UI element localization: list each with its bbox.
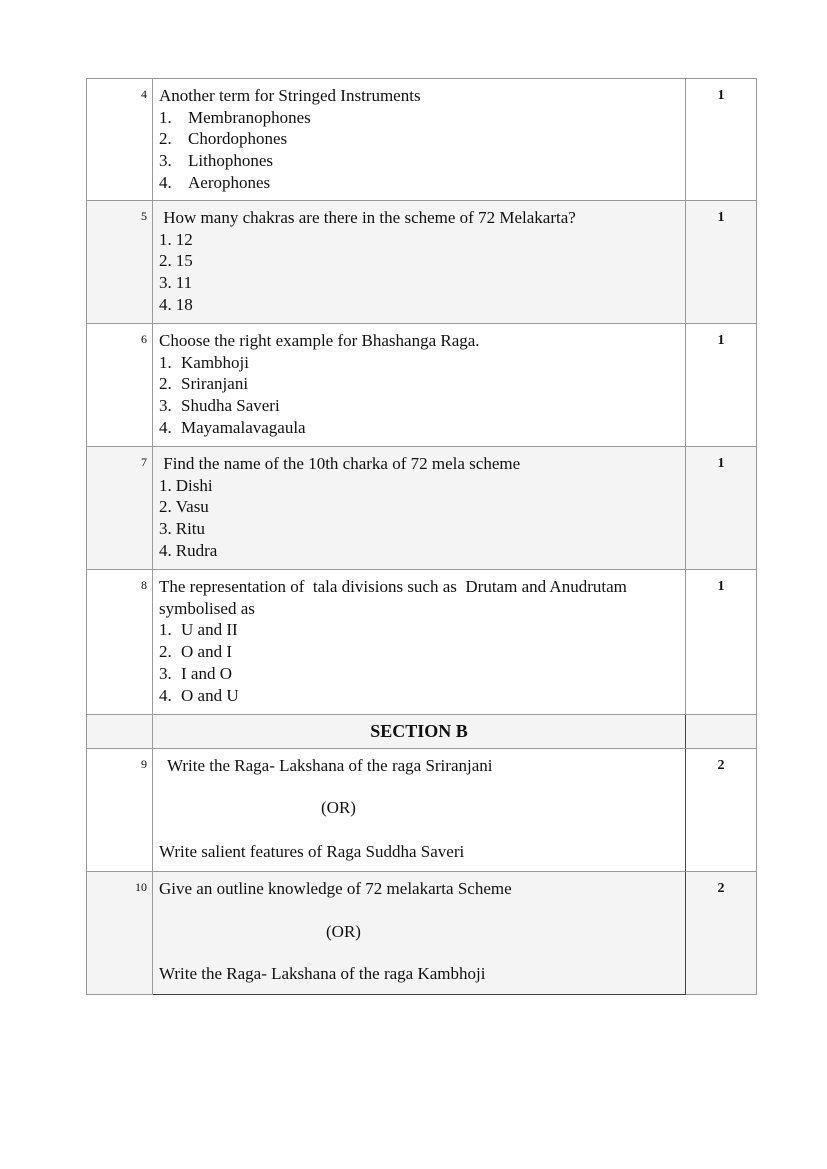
option-text: O and U [181,685,239,705]
option-item [159,128,679,150]
option-number: 1. [159,352,172,372]
option-text: Lithophones [188,151,273,171]
empty-cell [87,715,153,749]
option-text: I and O [181,663,232,683]
marks-value: 1 [686,447,757,570]
option-text: Sriranjani [181,374,249,394]
option-item [159,663,679,685]
marks-value: 2 [686,872,757,995]
question-cell [153,570,686,715]
option-item [159,272,679,294]
option-text: Shudha Saveri [181,396,280,416]
option-item [159,150,679,172]
option-number: 2. [159,642,172,662]
option-item [159,417,679,439]
question-text: Another term for Stringed Instruments [159,86,421,105]
option-text: Mayamalavagaula [181,417,306,437]
question-cell [153,447,686,570]
marks-value: 1 [686,79,757,201]
option-number: 4. [159,172,172,192]
option-text: Kambhoji [181,352,249,372]
question-number: 5 [87,201,153,324]
section-heading-row [87,715,757,749]
option-item [159,540,679,562]
option-item [159,619,679,641]
option-text: Membranophones [188,107,311,127]
option-text: O and I [181,642,232,662]
option-text: 18 [175,294,193,314]
option-text: 15 [175,251,193,271]
option-item [159,641,679,663]
question-table [86,78,757,995]
empty-cell [686,715,757,749]
option-text: U and II [181,620,238,640]
option-item [159,107,679,129]
option-item [159,496,679,518]
option-item [159,229,679,251]
question-text: The representation of tala divisions such as Drutam and Anudrutam symbolised as [159,577,632,618]
question-number: 6 [87,324,153,447]
option-number: 1. [159,107,172,127]
option-item [159,685,679,707]
option-number: 3. [159,663,172,683]
option-text: 11 [175,273,193,293]
option-number: 4. [159,685,172,705]
question-number: 10 [87,872,153,995]
option-text: Rudra [175,540,218,560]
option-item [159,475,679,497]
option-number: 3. [159,273,172,293]
option-text: Chordophones [188,129,288,149]
option-item [159,395,679,417]
option-number: 1. [159,620,172,640]
option-item [159,294,679,316]
option-number: 2. [159,129,172,149]
option-number: 3. [159,519,172,539]
option-number: 4. [159,294,172,314]
question-cell [153,324,686,447]
question-cell [153,79,686,201]
alternate-question-text: Write the Raga- Lakshana of the raga Kambhoji [159,964,486,984]
question-text: How many chakras are there in the scheme of 72 Melakarta? [159,208,576,227]
option-number: 2. [159,374,172,394]
option-item [159,352,679,374]
question-row [87,324,757,447]
option-number: 2. [159,251,172,271]
question-text: Choose the right example for Bhashanga Raga. [159,331,480,350]
option-number: 3. [159,151,172,171]
option-number: 2. [159,497,172,517]
question-number: 9 [87,749,153,872]
marks-value: 2 [686,749,757,872]
option-text: Aerophones [188,172,271,192]
option-text: Ritu [175,519,206,539]
option-number: 1. [159,475,172,495]
question-number: 8 [87,570,153,715]
option-number: 3. [159,396,172,416]
option-number: 4. [159,540,172,560]
marks-value: 1 [686,324,757,447]
marks-value: 1 [686,201,757,324]
question-number: 4 [87,79,153,201]
question-row [87,570,757,715]
section-heading: SECTION B [153,715,686,749]
question-text: Give an outline knowledge of 72 melakarta Scheme [159,879,512,898]
option-text: 12 [175,229,193,249]
question-row [87,872,757,995]
option-number: 1. [159,229,172,249]
marks-value: 1 [686,570,757,715]
question-number: 7 [87,447,153,570]
question-cell [153,872,686,995]
or-separator: (OR) [326,921,361,941]
question-row [87,201,757,324]
option-number: 4. [159,417,172,437]
question-row [87,79,757,201]
question-row [87,447,757,570]
question-cell [153,749,686,872]
alternate-question-text: Write salient features of Raga Suddha Saveri [159,842,465,862]
option-item [159,172,679,194]
option-text: Dishi [175,475,213,495]
question-row [87,749,757,872]
question-cell [153,201,686,324]
option-text: Vasu [175,497,209,517]
option-item [159,518,679,540]
or-separator: (OR) [321,797,356,817]
question-text: Find the name of the 10th charka of 72 mela scheme [159,454,521,473]
option-item [159,373,679,395]
option-item [159,250,679,272]
question-text: Write the Raga- Lakshana of the raga Sriranjani [167,756,493,775]
